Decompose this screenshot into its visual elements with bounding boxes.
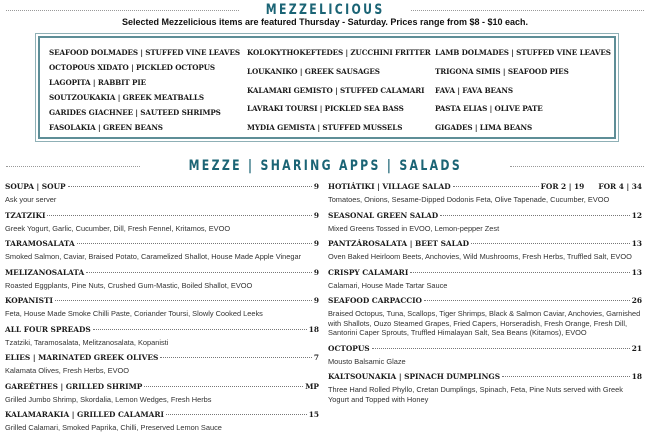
menu-item-price: MP: [305, 381, 319, 391]
dot-leader: [471, 243, 630, 244]
menu-item-price: 26: [631, 296, 642, 305]
menu-item-name: SEAFOOD CARPACCIO: [328, 296, 422, 305]
menu-item: [328, 268, 642, 291]
mezzelicious-column: [435, 48, 611, 132]
menu-item-price: 9: [313, 210, 319, 220]
menu-right-column: [328, 182, 642, 410]
menu-item-description: Three Hand Rolled Phyllo, Cretan Dumplings, Spinach, Feta, Pine Nuts served with Greek Yogurt and Topped with Honey: [328, 385, 623, 404]
menu-item-header: [5, 211, 319, 220]
menu-item-header: [5, 353, 319, 362]
menu-item-name: TARAMOSALATA: [5, 239, 75, 248]
menu-item-price: 12: [631, 210, 642, 220]
mezzelicious-item: KOLOKYTHOKEFTEDES | ZUCCHINI FRITTER: [247, 48, 431, 57]
dot-leader: [93, 329, 307, 330]
dot-leader: [68, 186, 312, 187]
mezzelicious-item: SOUTZOUKAKIA | GREEK MEATBALLS: [49, 93, 204, 102]
menu-item-price: 9: [313, 296, 319, 305]
dot-leader: [410, 272, 629, 273]
menu-item: [5, 182, 319, 205]
divider: [510, 166, 644, 167]
menu-item-name: OCTOPUS: [328, 343, 370, 353]
menu-item-description: Ask your server: [5, 195, 57, 204]
menu-item-description: Grilled Calamari, Smoked Paprika, Chilli, Preserved Lemon Sauce: [5, 423, 222, 432]
section-title: MEZZELICIOUS: [265, 2, 385, 18]
menu-item-name: SEASONAL GREEN SALAD: [328, 210, 439, 220]
menu-item-header: [328, 372, 642, 381]
mezzelicious-item: TRIGONA SIMIS | SEAFOOD PIES: [435, 66, 569, 76]
menu-item: [328, 344, 642, 367]
mezzelicious-item: OCTOPOUS XIDATO | PICKLED OCTOPUS: [49, 63, 215, 72]
menu-item-header: [5, 239, 319, 248]
menu-item-description: Mixed Greens Tossed in EVOO, Lemon-pepper Zest: [328, 223, 500, 233]
mezzelicious-item: GIGADES | LIMA BEANS: [435, 123, 533, 132]
menu-item-header: [328, 182, 642, 191]
dot-leader: [160, 357, 312, 358]
menu-item-price: 18: [308, 324, 319, 334]
menu-item-description: Kalamata Olives, Fresh Herbs, EVOO: [5, 366, 130, 375]
menu-item-name: HOTIÁTIKI | VILLAGE SALAD: [328, 182, 451, 191]
mezzelicious-header: [0, 2, 650, 18]
mezze-header: [0, 158, 650, 174]
dot-leader: [55, 300, 312, 301]
mezzelicious-item: MYDIA GEMISTA | STUFFED MUSSELS: [247, 123, 403, 132]
menu-item-description: Feta, House Made Smoke Chilli Paste, Coriander Toursi, Slowly Cooked Leeks: [5, 309, 263, 318]
menu-item-price: 9: [313, 267, 319, 277]
menu-item-header: [5, 382, 319, 391]
menu-item-name: TZATZIKI: [5, 210, 46, 220]
menu-item: [328, 182, 642, 205]
menu-item-header: [5, 410, 319, 419]
menu-item: [5, 211, 319, 234]
mezzelicious-column: [49, 48, 240, 132]
menu-item-price: 21: [631, 343, 642, 353]
menu-item-price-alt: FOR 4 | 34: [598, 182, 642, 191]
menu-item-header: [5, 296, 319, 305]
menu-item-price: 13: [631, 267, 642, 277]
menu-item: [328, 296, 642, 338]
menu-item-price: 7: [313, 353, 319, 362]
menu-item-description: Mousto Balsamic Glaze: [328, 356, 406, 366]
menu-item-description: Roasted Eggplants, Pine Nuts, Crushed Gum-Mastic, Boiled Shallot, EVOO: [5, 280, 253, 290]
subtitle: Selected Mezzelicious items are featured Thursday - Saturday. Prices range from $8 - $10 each.: [122, 17, 528, 27]
mezzelicious-item: LAMB DOLMADES | STUFFED VINE LEAVES: [435, 48, 611, 57]
menu-item: [328, 372, 642, 404]
menu-left-column: [5, 182, 319, 439]
menu-item: [5, 325, 319, 348]
menu-item-header: [328, 268, 642, 277]
menu-item-description: Tomatoes, Onions, Sesame-Dipped Dodonis Feta, Olive Tapenade, Cucumber, EVOO: [328, 195, 610, 204]
mezzelicious-item: KALAMARI GEMISTO | STUFFED CALAMARI: [247, 85, 425, 95]
mezzelicious-item: FASOLAKIA | GREEN BEANS: [49, 123, 163, 132]
menu-item-description: Braised Octopus, Tuna, Scallops, Tiger Shrimps, Black & Salmon Caviar, Anchovies, Garnished with Shallots, Ouzo Steamed Grapes, Fried Capers, Horseradish, Fresh Orange, Fresh Dill, Santorini Caper Sprouts, Truffled Himalayan Salt, Sea Beans (Kitamos), EVOO: [328, 309, 641, 337]
menu-item-description: Smoked Salmon, Caviar, Braised Potato, Caramelized Shallot, House Made Apple Vinegar: [5, 252, 302, 261]
menu-item-name: PANTZÁROSALATA | BEET SALAD: [328, 239, 469, 248]
menu-item-name: ELIES | MARINATED GREEK OLIVES: [5, 353, 159, 362]
menu-item-description: Greek Yogurt, Garlic, Cucumber, Dill, Fresh Fennel, Kritamos, EVOO: [5, 223, 231, 233]
dot-leader: [166, 414, 307, 415]
menu-item: [5, 268, 319, 291]
menu-item-name: ALL FOUR SPREADS: [5, 324, 91, 334]
menu-item-price: 18: [631, 372, 642, 381]
menu-item-header: [328, 296, 642, 305]
divider: [6, 10, 239, 11]
menu-item-name: GAREÉTHES | GRILLED SHRIMP: [5, 381, 143, 391]
menu-item-header: [328, 344, 642, 353]
divider: [6, 166, 140, 167]
menu-item-name: KOPANISTI: [5, 296, 53, 305]
dot-leader: [47, 215, 311, 216]
menu-item-name: KALTSOUNAKIA | SPINACH DUMPLINGS: [328, 372, 501, 381]
dot-leader: [502, 376, 630, 377]
menu-item-header: [328, 211, 642, 220]
menu-item-description: Calamari, House Made Tartar Sauce: [328, 280, 448, 290]
dot-leader: [77, 243, 312, 244]
mezzelicious-item: SEAFOOD DOLMADES | STUFFED VINE LEAVES: [49, 48, 240, 57]
menu-item: [5, 353, 319, 376]
mezzelicious-box: [38, 36, 616, 139]
menu-item-price: 15: [308, 410, 319, 419]
menu-item-description: Oven Baked Heirloom Beets, Anchovies, Wild Mushrooms, Fresh Herbs, Truffled Salt, EVOO: [328, 252, 632, 261]
menu-item-header: [328, 239, 642, 248]
mezzelicious-column: [247, 48, 431, 132]
menu-item-header: [5, 182, 319, 191]
menu-item-price: 13: [631, 239, 642, 248]
menu-item-price: 9: [313, 182, 319, 191]
menu-item-header: [5, 268, 319, 277]
dot-leader: [453, 186, 539, 187]
dot-leader: [86, 272, 312, 273]
mezzelicious-item: PASTA ELIAS | OLIVE PATE: [435, 104, 543, 114]
mezzelicious-item: LAGOPITA | RABBIT PIE: [49, 78, 147, 87]
menu-item-description: Tzatziki, Taramosalata, Melitzanosalata, Kopanisti: [5, 337, 169, 347]
dot-leader: [144, 386, 303, 387]
divider: [411, 10, 644, 11]
menu-item-name: CRISPY CALAMARI: [328, 267, 409, 277]
menu-item-description: Grilled Jumbo Shrimp, Skordalia, Lemon Wedges, Fresh Herbs: [5, 394, 212, 404]
section-title: MEZZE | SHARING APPS | SALADS: [188, 158, 462, 174]
mezzelicious-item: LAVRAKI TOURSI | PICKLED SEA BASS: [247, 104, 404, 114]
menu-item: [5, 410, 319, 433]
mezzelicious-item: FAVA | FAVA BEANS: [435, 85, 513, 95]
menu-item: [5, 382, 319, 405]
menu-item: [328, 239, 642, 262]
menu-item-price: FOR 2 | 19: [540, 182, 585, 191]
menu-item: [5, 239, 319, 262]
mezzelicious-item: LOUKANIKO | GREEK SAUSAGES: [247, 66, 380, 76]
menu-item: [328, 211, 642, 234]
menu-item-header: [5, 325, 319, 334]
menu-item-price: 9: [313, 239, 319, 248]
menu-item-name: SOUPA | SOUP: [5, 182, 66, 191]
menu-item-name: MELIZANOSALATA: [5, 267, 85, 277]
menu-item-name: KALAMARAKIA | GRILLED CALAMARI: [5, 410, 165, 419]
dot-leader: [372, 348, 630, 349]
menu-item: [5, 296, 319, 319]
dot-leader: [424, 300, 630, 301]
dot-leader: [440, 215, 630, 216]
mezzelicious-item: GARIDES GIACHNEE | SAUTEED SHRIMPS: [49, 108, 221, 117]
